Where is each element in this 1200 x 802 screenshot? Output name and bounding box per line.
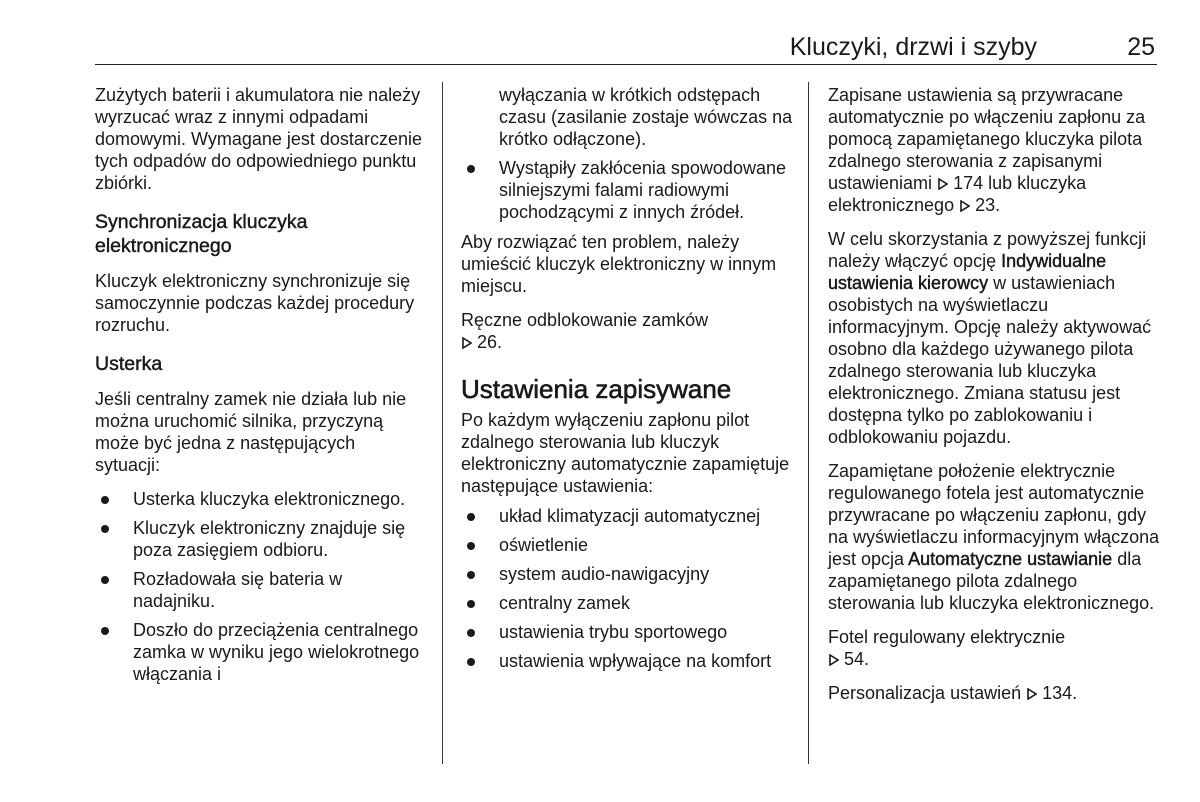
bullet-icon: [101, 576, 109, 584]
continued-text: wyłączania w krótkich odstępach czasu (zasilanie zostaje wówczas na krótko odłączone).: [499, 85, 793, 149]
list-item: system audio-nawigacyjny: [461, 563, 793, 585]
paragraph-driver-settings: W celu skorzystania z powyższej funkcji należy włączyć opcję Indywidualne ustawienia kierowcy w ustawieniach osobistych na wyświetlaczu informacyjnym. Opcję należy aktywować osobno dla każdego używanego pilota zdalnego sterowania lub kluczyka elektronicznego. Zmiana statusu jest dostępna tylko po zablokowaniu i odblokowaniu pojazdu.: [828, 229, 1152, 447]
page-reference[interactable]: 23.: [975, 195, 1001, 215]
paragraph-sync: Kluczyk elektroniczny synchronizuje się samoczynnie podczas każdej procedury rozruchu.: [95, 271, 415, 335]
list-item: Kluczyk elektroniczny znajduje się poza zasięgiem odbioru.: [95, 517, 425, 561]
column-left: [95, 84, 425, 697]
column-divider: [442, 82, 443, 764]
paragraph-seat-memory: Zapamiętane położenie elektrycznie regulowanego fotela jest automatycznie przywracane po włączeniu zapłonu, gdy na wyświetlaczu informacyjnym włączona jest opcja Automatyczne ustawianie dla zapamiętanego pilota zdalnego sterowania lub kluczyka elektronicznego.: [828, 461, 1160, 613]
list-item: Rozładowała się bateria w nadajniku.: [95, 568, 425, 612]
paragraph-personalization: Personalizacja ustawień 134.: [828, 683, 1078, 703]
list-item: Usterka kluczyka elektronicznego.: [95, 488, 425, 510]
settings-list: [461, 505, 793, 672]
list-item: Doszło do przeciążenia centralnego zamka w wyniku jego wielokrotnego włączania i: [95, 619, 425, 685]
page-reference-icon: [462, 337, 472, 349]
list-item: centralny zamek: [461, 592, 793, 614]
paragraph-saved-settings: Po każdym wyłączeniu zapłonu pilot zdalnego sterowania lub kluczyk elektroniczny automatycznie zapamiętuje następujące ustawienia:: [461, 410, 790, 496]
bullet-icon: [467, 571, 475, 579]
heading-fault: Usterka: [95, 353, 163, 375]
bullet-icon: [101, 525, 109, 533]
page-reference-icon: [1027, 688, 1037, 700]
paragraph-manual-unlock: Ręczne odblokowanie zamków 26.: [461, 310, 709, 352]
column-right: [828, 84, 1160, 716]
fault-list-continued: [461, 157, 793, 223]
bullet-icon: [467, 629, 475, 637]
page-reference-icon: [829, 654, 839, 666]
list-item: układ klimatyzacji automatycznej: [461, 505, 793, 527]
bullet-icon: [101, 627, 109, 635]
page-reference-icon: [938, 178, 948, 190]
page-reference[interactable]: 26.: [477, 332, 503, 352]
bullet-icon: [467, 513, 475, 521]
heading-saved-settings: Ustawienia zapisywane: [461, 374, 732, 404]
bullet-icon: [467, 165, 475, 173]
list-item: Wystąpiły zakłócenia spowodowane silniejszymi falami radiowymi pochodzącymi z innych źródeł.: [461, 157, 793, 223]
paragraph-restore: Zapisane ustawienia są przywracane automatycznie po włączeniu zapłonu za pomocą zapamiętanego kluczyka pilota zdalnego sterowania z zapisanymi ustawieniami 174 lub kluczyka elektronicznego 23.: [828, 85, 1146, 215]
bullet-icon: [467, 658, 475, 666]
list-item: ustawienia trybu sportowego: [461, 621, 793, 643]
page-reference[interactable]: 54.: [844, 649, 870, 669]
page-header: [95, 32, 1157, 65]
page-reference[interactable]: 134.: [1042, 683, 1078, 703]
page-reference[interactable]: 174 lub kluczyka elektronicznego: [828, 173, 1087, 215]
column-divider: [808, 82, 809, 764]
bullet-icon: [101, 496, 109, 504]
page-number: 25: [1127, 33, 1155, 61]
chapter-title: Kluczyki, drzwi i szyby: [789, 33, 1037, 61]
list-item: oświetlenie: [461, 534, 793, 556]
page-reference-icon: [960, 200, 970, 212]
paragraph-fault: Jeśli centralny zamek nie działa lub nie można uruchomić silnika, przyczyną może być jedna z następujących sytuacji:: [95, 389, 407, 475]
heading-sync: Synchronizacja kluczyka elektronicznego: [95, 211, 308, 257]
list-item: ustawienia wpływające na komfort: [461, 650, 793, 672]
paragraph-power-seat: Fotel regulowany elektrycznie 54.: [828, 627, 1066, 669]
option-name: Automatyczne ustawianie: [908, 549, 1113, 569]
paragraph-battery-disposal: Zużytych baterii i akumulatora nie należy wyrzucać wraz z innymi odpadami domowymi. Wymagane jest dostarczenie tych odpadów do odpowiedniego punktu zbiórki.: [95, 85, 422, 193]
option-name: Indywidualne ustawienia kierowcy: [828, 251, 1107, 293]
bullet-icon: [467, 542, 475, 550]
bullet-icon: [467, 600, 475, 608]
fault-list: [95, 488, 425, 685]
column-middle: [461, 84, 793, 684]
paragraph-solution: Aby rozwiązać ten problem, należy umieścić kluczyk elektroniczny w innym miejscu.: [461, 232, 777, 296]
